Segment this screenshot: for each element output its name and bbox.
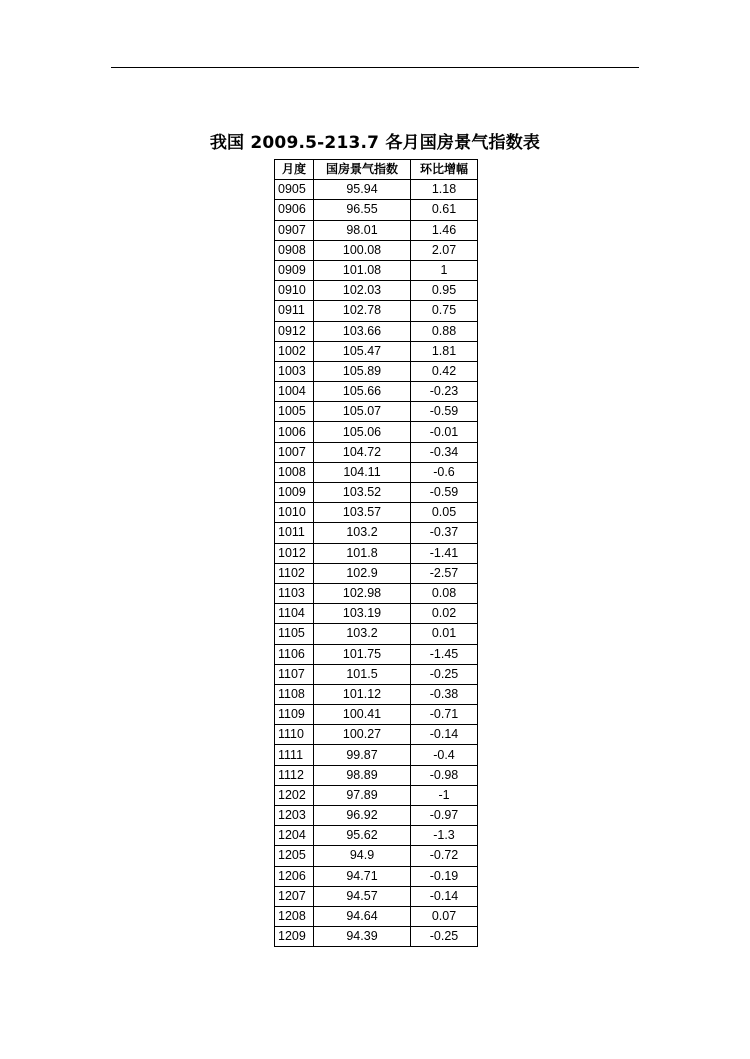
cell-change: -1.45 (411, 644, 478, 664)
table-row (275, 220, 478, 240)
cell-change: -0.6 (411, 462, 478, 482)
cell-index: 95.94 (314, 180, 411, 200)
cell-month: 1107 (275, 664, 314, 684)
cell-index: 102.98 (314, 583, 411, 603)
cell-index: 105.47 (314, 341, 411, 361)
table-header-row (275, 160, 478, 180)
cell-index: 105.89 (314, 361, 411, 381)
cell-change: -0.98 (411, 765, 478, 785)
cell-change: -2.57 (411, 563, 478, 583)
cell-month: 1106 (275, 644, 314, 664)
cell-month: 0908 (275, 240, 314, 260)
cell-change: 0.95 (411, 281, 478, 301)
header-rule (111, 67, 639, 68)
cell-change: 0.42 (411, 361, 478, 381)
table-row (275, 382, 478, 402)
cell-change: 0.05 (411, 503, 478, 523)
cell-change: 0.75 (411, 301, 478, 321)
cell-month: 1104 (275, 604, 314, 624)
table-row (275, 301, 478, 321)
cell-month: 1111 (275, 745, 314, 765)
cell-change: 0.01 (411, 624, 478, 644)
table-row (275, 402, 478, 422)
table-row (275, 806, 478, 826)
cell-month: 0905 (275, 180, 314, 200)
cell-change: 0.07 (411, 906, 478, 926)
table-row (275, 866, 478, 886)
cell-index: 100.27 (314, 725, 411, 745)
cell-month: 1209 (275, 927, 314, 947)
document-title: 我国 2009.5-213.7 各月国房景气指数表 (209, 133, 541, 153)
cell-change: 0.08 (411, 583, 478, 603)
cell-index: 94.9 (314, 846, 411, 866)
cell-month: 1110 (275, 725, 314, 745)
cell-change: -0.14 (411, 725, 478, 745)
table-row (275, 543, 478, 563)
table-row (275, 200, 478, 220)
cell-change: -0.25 (411, 927, 478, 947)
cell-index: 100.41 (314, 705, 411, 725)
cell-change: 1 (411, 260, 478, 280)
cell-index: 104.11 (314, 462, 411, 482)
table-row (275, 180, 478, 200)
table-row (275, 563, 478, 583)
table-row (275, 886, 478, 906)
cell-month: 1206 (275, 866, 314, 886)
cell-change: -1.3 (411, 826, 478, 846)
table-row (275, 664, 478, 684)
table-row (275, 927, 478, 947)
cell-index: 102.78 (314, 301, 411, 321)
cell-change: -0.01 (411, 422, 478, 442)
cell-change: 0.61 (411, 200, 478, 220)
cell-change: -0.4 (411, 745, 478, 765)
cell-change: -0.38 (411, 684, 478, 704)
table-row (275, 523, 478, 543)
cell-month: 1108 (275, 684, 314, 704)
cell-change: 2.07 (411, 240, 478, 260)
table-row (275, 725, 478, 745)
table-row (275, 624, 478, 644)
cell-index: 102.03 (314, 281, 411, 301)
cell-month: 1007 (275, 442, 314, 462)
cell-index: 103.2 (314, 523, 411, 543)
cell-index: 100.08 (314, 240, 411, 260)
cell-month: 1009 (275, 483, 314, 503)
cell-month: 1102 (275, 563, 314, 583)
cell-index: 95.62 (314, 826, 411, 846)
table-row (275, 462, 478, 482)
table-row (275, 604, 478, 624)
table-row (275, 785, 478, 805)
cell-change: 1.46 (411, 220, 478, 240)
table-row (275, 321, 478, 341)
cell-index: 94.64 (314, 906, 411, 926)
cell-index: 103.52 (314, 483, 411, 503)
table-row (275, 684, 478, 704)
cell-month: 1105 (275, 624, 314, 644)
cell-index: 101.12 (314, 684, 411, 704)
table-row (275, 583, 478, 603)
cell-change: -0.59 (411, 402, 478, 422)
cell-index: 99.87 (314, 745, 411, 765)
cell-month: 0910 (275, 281, 314, 301)
cell-change: -0.23 (411, 382, 478, 402)
cell-month: 1002 (275, 341, 314, 361)
cell-index: 101.8 (314, 543, 411, 563)
cell-index: 94.39 (314, 927, 411, 947)
table-row (275, 765, 478, 785)
cell-index: 102.9 (314, 563, 411, 583)
table-row (275, 826, 478, 846)
cell-month: 0909 (275, 260, 314, 280)
cell-month: 1208 (275, 906, 314, 926)
cell-month: 1205 (275, 846, 314, 866)
cell-change: -0.34 (411, 442, 478, 462)
table-row (275, 906, 478, 926)
cell-change: 0.88 (411, 321, 478, 341)
cell-index: 101.75 (314, 644, 411, 664)
column-header-month: 月度 (275, 160, 314, 180)
table-row (275, 260, 478, 280)
cell-month: 1005 (275, 402, 314, 422)
cell-month: 1103 (275, 583, 314, 603)
cell-change: -0.59 (411, 483, 478, 503)
cell-month: 0906 (275, 200, 314, 220)
table-row (275, 705, 478, 725)
table-row (275, 644, 478, 664)
cell-month: 1109 (275, 705, 314, 725)
cell-month: 0907 (275, 220, 314, 240)
cell-index: 101.5 (314, 664, 411, 684)
table-row (275, 483, 478, 503)
column-header-change: 环比增幅 (411, 160, 478, 180)
column-header-index: 国房景气指数 (314, 160, 411, 180)
cell-month: 1008 (275, 462, 314, 482)
cell-index: 101.08 (314, 260, 411, 280)
cell-index: 98.89 (314, 765, 411, 785)
cell-index: 103.19 (314, 604, 411, 624)
cell-change: -0.97 (411, 806, 478, 826)
cell-month: 1204 (275, 826, 314, 846)
cell-change: -0.71 (411, 705, 478, 725)
cell-change: -0.25 (411, 664, 478, 684)
cell-index: 105.66 (314, 382, 411, 402)
cell-index: 103.2 (314, 624, 411, 644)
cell-change: -0.19 (411, 866, 478, 886)
cell-index: 105.06 (314, 422, 411, 442)
table-row (275, 503, 478, 523)
cell-month: 1202 (275, 785, 314, 805)
cell-index: 105.07 (314, 402, 411, 422)
cell-month: 1011 (275, 523, 314, 543)
cell-month: 0911 (275, 301, 314, 321)
cell-index: 98.01 (314, 220, 411, 240)
cell-change: -0.72 (411, 846, 478, 866)
cell-change: -1.41 (411, 543, 478, 563)
cell-change: -0.14 (411, 886, 478, 906)
cell-change: 0.02 (411, 604, 478, 624)
table-row (275, 361, 478, 381)
cell-change: -1 (411, 785, 478, 805)
index-table (274, 159, 478, 947)
cell-month: 1004 (275, 382, 314, 402)
cell-month: 1012 (275, 543, 314, 563)
cell-month: 1010 (275, 503, 314, 523)
cell-index: 103.57 (314, 503, 411, 523)
cell-index: 103.66 (314, 321, 411, 341)
cell-month: 1112 (275, 765, 314, 785)
cell-month: 1203 (275, 806, 314, 826)
cell-change: 1.81 (411, 341, 478, 361)
table-row (275, 846, 478, 866)
table-row (275, 341, 478, 361)
cell-month: 1006 (275, 422, 314, 442)
cell-index: 97.89 (314, 785, 411, 805)
cell-change: 1.18 (411, 180, 478, 200)
table-row (275, 240, 478, 260)
cell-index: 94.71 (314, 866, 411, 886)
table-row (275, 745, 478, 765)
cell-month: 0912 (275, 321, 314, 341)
cell-change: -0.37 (411, 523, 478, 543)
cell-index: 104.72 (314, 442, 411, 462)
cell-month: 1207 (275, 886, 314, 906)
cell-index: 94.57 (314, 886, 411, 906)
table-body (275, 180, 478, 947)
table-row (275, 422, 478, 442)
table-row (275, 442, 478, 462)
cell-index: 96.92 (314, 806, 411, 826)
cell-month: 1003 (275, 361, 314, 381)
cell-index: 96.55 (314, 200, 411, 220)
table-row (275, 281, 478, 301)
